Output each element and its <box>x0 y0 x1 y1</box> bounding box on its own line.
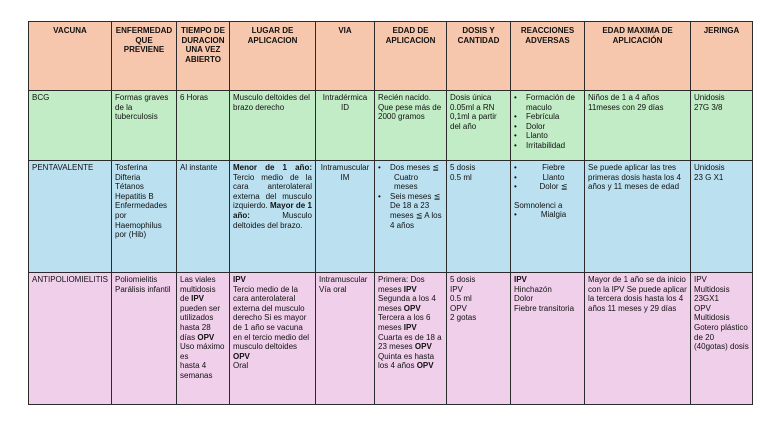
header-dosis-y-cantidad: DOSIS Y CANTIDAD <box>447 22 511 91</box>
table-cell: Niños de 1 a 4 años 11meses con 29 días <box>585 91 691 161</box>
header-enfermedad-que-previene: ENFERMEDAD QUE PREVIENE <box>112 22 177 91</box>
header-row <box>29 22 753 91</box>
table-cell: Formas graves de la tuberculosis <box>112 91 177 161</box>
table-cell: 5 dosis IPV 0.5 ml OPV 2 gotas <box>447 273 511 405</box>
header-via: VIA <box>316 22 375 91</box>
table-cell: Las viales multidosis de IPV pueden ser utilizados hasta 28 días OPV Uso máximo es hasta 4 semanas <box>177 273 230 405</box>
table-cell: Musculo deltoides del brazo derecho <box>230 91 316 161</box>
header-lugar-de-aplicacion: LUGAR DE APLICACION <box>230 22 316 91</box>
table-cell: IPV Tercio medio de la cara anterolateral externa del musculo derecho Si es mayor de 1 año se vacuna en el tercio medio del musculo deltoides OPV Oral <box>230 273 316 405</box>
table-cell: • Fiebre • Llanto • Dolor ≦ Somnolenci a • Mialgia <box>511 161 585 273</box>
table-cell: Unidosis 23 G X1 <box>691 161 753 273</box>
header-jeringa: JERINGA <box>691 22 753 91</box>
table-cell: IPV Hinchazón Dolor Fiebre transitoria <box>511 273 585 405</box>
header-vacuna: VACUNA <box>29 22 112 91</box>
table-cell: Primera: Dos meses IPV Segunda a los 4 meses OPV Tercera a los 6 meses IPV Cuarta es de 18 a 23 meses OPV Quinta es hasta los 4 años OPV <box>375 273 447 405</box>
header-edad-maxima: EDAD MAXIMA DE APLICACIÓN <box>585 22 691 91</box>
table-cell: 5 dosis 0.5 ml <box>447 161 511 273</box>
table-cell: • Dos meses ≦ Cuatro meses • Seis meses ≦ De 18 a 23 meses ≦ A los 4 años <box>375 161 447 273</box>
table-cell: Menor de 1 año: Tercio medio de la cara anterolateral externa del musculo izquierdo. Mayor de 1 año: Musculo deltoides del brazo. <box>230 161 316 273</box>
table-cell: Se puede aplicar las tres primeras dosis hasta los 4 años y 11 meses de edad <box>585 161 691 273</box>
table-cell: Tosferina Difteria Tétanos Hepatitis B Enfermedades por Haemophilus por (Hib) <box>112 161 177 273</box>
table-cell: Dosis única 0.05ml a RN 0,1ml a partir del año <box>447 91 511 161</box>
table-cell: Unidosis 27G 3/8 <box>691 91 753 161</box>
table-cell: PENTAVALENTE <box>29 161 112 273</box>
table-cell: Poliomielitis Parálisis infantil <box>112 273 177 405</box>
table-row-pentavalente <box>29 161 753 273</box>
table-cell: 6 Horas <box>177 91 230 161</box>
table-row-bcg <box>29 91 753 161</box>
table-cell: IPV Multidosis 23GX1 OPV Multidosis Gotero plástico de 20 (40gotas) dosis <box>691 273 753 405</box>
table-cell: • Formación de maculo • Febrícula • Dolor • Llanto • Irritabilidad <box>511 91 585 161</box>
table-cell: Al instante <box>177 161 230 273</box>
table-cell: Intradérmica ID <box>316 91 375 161</box>
table-row-antipoliomielitis <box>29 273 753 405</box>
vaccine-table <box>28 21 753 405</box>
table-cell: Intramuscular Vía oral <box>316 273 375 405</box>
table-cell: Recién nacido. Que pese más de 2000 gramos <box>375 91 447 161</box>
table-cell: Intramuscular IM <box>316 161 375 273</box>
table-cell: BCG <box>29 91 112 161</box>
header-edad-de-aplicacion: EDAD DE APLICACION <box>375 22 447 91</box>
header-tiempo-de-duracion: TIEMPO DE DURACION UNA VEZ ABIERTO <box>177 22 230 91</box>
header-reacciones-adversas: REACCIONES ADVERSAS <box>511 22 585 91</box>
vaccine-schedule-table <box>28 21 753 405</box>
table-cell: Mayor de 1 año se da inicio con la IPV Se puede aplicar la tercera dosis hasta los 4 años 11 meses y 29 días <box>585 273 691 405</box>
table-cell: ANTIPOLIOMIELITIS <box>29 273 112 405</box>
